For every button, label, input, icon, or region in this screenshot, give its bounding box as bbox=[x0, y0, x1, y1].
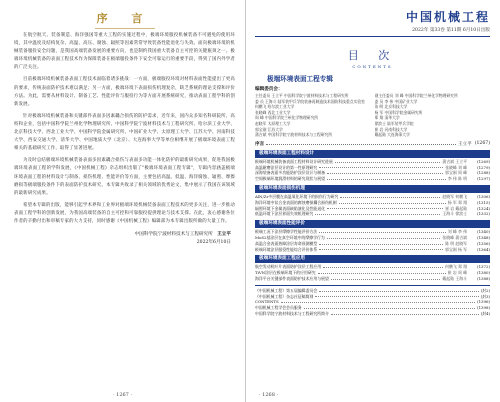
preface-paragraph: 目前极端环境机械装备表面工程技术面临着诸多挑战：一方面，极端服役环境对材料表面性能提出了更高的要求，传统表面防护技术难以满足；另一方面，极端环境下表面损伤机理复杂，缺乏系统的理论支撑和评价方法。为此，需要从材料设计、制备工艺、性能评价与服役行为等方面开展系统研究，推动表面工程学科的创新发展。 bbox=[14, 77, 235, 107]
toc-notice-title: 《中国机械工程》杂志社征稿简则 bbox=[255, 293, 314, 299]
committee-member: 委 员 李 伟 中国矿业大学 bbox=[374, 98, 418, 104]
committee-heading: 编辑委员会： bbox=[255, 87, 283, 92]
toc-entry-title: 极端环境机械装备表面工程材料设计研究进展 bbox=[255, 158, 333, 164]
leader-dots bbox=[319, 247, 443, 251]
leader-dots bbox=[315, 294, 478, 298]
toc-entry-page: (1297) bbox=[477, 176, 490, 182]
toc-title: 目 次 bbox=[347, 49, 398, 62]
journal-name: 中国机械工程 bbox=[405, 10, 490, 24]
toc-sections bbox=[255, 150, 490, 282]
toc-entry-page: (1324) bbox=[477, 205, 490, 211]
leader-dots bbox=[319, 241, 443, 245]
toc-entry-title: 海洋平台关键部件表面防护技术应用与展望 bbox=[255, 275, 329, 281]
toc-entry-authors: 杨 军 郑 翔 bbox=[447, 199, 467, 205]
preface-author: 王立平 bbox=[217, 232, 231, 238]
toc-entry-authors: 何鹏飞 郑 翔 bbox=[445, 264, 467, 270]
toc-entry-title: 航空发动机叶片表面防护涂层工程应用 bbox=[255, 264, 322, 270]
leader-dots bbox=[340, 194, 440, 198]
toc-entry-authors: 王海斗 徐滨士 bbox=[442, 211, 467, 217]
toc-notice-page: (1398) bbox=[477, 305, 490, 311]
preface-paragraph: 希望本专辑的出版，能够引起学术界和工业界对极端环境机械装备表面工程技术的更多关注，进一步推动表面工程学科的创新发展，为我国高端装备的自主可控和可靠服役提供理论与技术支撑。在此，衷心感谢各位作者的辛勤付出和审稿专家的大力支持，同时感谢《中国机械工程》编辑部为本专辑出版所做的大量工作。 bbox=[14, 202, 235, 224]
toc-section-header: 极端环境表面损伤机理 bbox=[255, 185, 490, 193]
toc-entry-title: 高温合金表面热障涂层寿命预测模型 bbox=[255, 240, 318, 246]
toc-notice-title: 中国机械工程学会会员服务 bbox=[255, 305, 302, 311]
committee-member: 蒲吉斌 中国科学院宁波材料技术与工程研究所 bbox=[255, 132, 333, 138]
toc-notice-title: CONTENTS bbox=[255, 299, 279, 305]
toc-entry-authors: 陈 明 赵晓军 bbox=[445, 240, 467, 246]
toc-entry-page: (1364) bbox=[477, 246, 490, 252]
toc-entry[interactable] bbox=[255, 247, 490, 253]
page-number-left: · 1267 · bbox=[112, 392, 133, 398]
committee-member: 何鹏飞 哈尔滨工业大学 bbox=[255, 104, 295, 110]
leader-dots bbox=[315, 211, 440, 215]
toc-entry-authors: 郭宝刚 杨 军 bbox=[445, 246, 467, 252]
toc-entry-title: 辐照环境下金属表面缺陷演化及性能退化 bbox=[255, 205, 326, 211]
toc-entry-authors: 刘 峰 李 伟 bbox=[447, 229, 467, 235]
toc-entry-page: (1388) bbox=[477, 275, 490, 281]
toc-section-header: 极端环境表面工程材料设计 bbox=[255, 150, 490, 158]
toc-entry-authors: 崔 岩 戴起勋 bbox=[445, 205, 467, 211]
committee-member: 郑 翔 清华大学 bbox=[374, 115, 400, 121]
leader-dots bbox=[319, 229, 445, 233]
toc-notice-page: (封2) bbox=[480, 287, 490, 293]
toc-entry-page: (1356) bbox=[477, 240, 490, 246]
toc-entry-page: (1279) bbox=[477, 164, 490, 170]
committee-member: 委 员 王海斗 陆军装甲兵学院装备再制造技术国防科技重点实验室 bbox=[255, 98, 365, 104]
leader-dots bbox=[331, 311, 479, 315]
journal-issue-info: 2022年 第33卷 第11期 6月10日出版 bbox=[255, 27, 490, 37]
toc-notice[interactable] bbox=[255, 311, 490, 317]
toc-entry-page: (1372) bbox=[477, 264, 490, 270]
toc-entry-page: (1340) bbox=[477, 229, 490, 235]
committee-member: 张晓峰 西北工业大学 bbox=[255, 109, 291, 115]
toc-notices bbox=[255, 288, 490, 317]
committee-member: 主任委员 王立平 中国科学院宁波材料技术与工程研究所 bbox=[255, 93, 349, 98]
preface-signature bbox=[14, 231, 231, 247]
toc-entry-authors: 张晓峰 蒲吉斌 bbox=[442, 234, 467, 240]
preface-page bbox=[0, 0, 246, 402]
leader-dots bbox=[327, 206, 443, 210]
leader-dots bbox=[335, 159, 441, 163]
leader-dots bbox=[339, 200, 446, 204]
toc-entry-title: 极端工况下涂层摩擦学性能评价方法 bbox=[255, 229, 318, 235]
toc-entry-authors: 赵晓军 何鹏飞 bbox=[442, 193, 467, 199]
preface-paragraph: 针对极端环境机械装备和关键部件表面多因素耦合损伤的防护需求，近年来，国内众多知名科研院所、高校和企业，包括中国科学院兰州化学物理研究所、中国科学院宁波材料技术与工程研究所、哈尔滨工业大学、北京科技大学、西北工业大学、中国科学院金属研究所、中国矿业大学、太原理工大学、江苏大学、河南科技大学、西安交通大学、清华大学、中国地质大学（北京）、大连海事大学等单位相继开展了极端环境表面工程相关的基础研究工作，取得了显著进展。 bbox=[14, 113, 235, 152]
toc-preface-page: (1267) bbox=[474, 140, 490, 146]
toc-entry-page: (1332) bbox=[477, 211, 490, 217]
leader-dots bbox=[327, 176, 446, 180]
leader-dots bbox=[319, 165, 443, 169]
committee-column-right bbox=[375, 93, 491, 138]
leader-dots bbox=[318, 270, 446, 274]
committee-member: 郭宝刚 江苏大学 bbox=[255, 126, 283, 132]
toc-entry-title: 深海装备表面多功能防护涂层设计与制备 bbox=[255, 170, 326, 176]
leader-dots bbox=[331, 276, 440, 280]
preface-body bbox=[14, 32, 235, 226]
preface-paragraph: 在航空航天、装备制造、海洋强国等重大工程的实施过程中，极端环境服役机械装备不可避免的使用环境，其中温度及结构复杂、高温、高压、腐蚀、辐照等因素常常导致装备性能退化与失效。面向极端环境的机械装备服役安全问题，是我国高端装备发展的重要方向，也是制约我国重大装备自主可控的关键瓶颈之一。极端环境机械装备的表面工程技术作为保障装备在极端服役条件下安全可靠运行的重要手段，得到了国内外学者的广泛关注。 bbox=[14, 33, 235, 71]
toc-entry-title: 空间极端环境润滑材料的研究现状与展望 bbox=[255, 176, 326, 182]
toc-entry-page: (1269) bbox=[477, 158, 490, 164]
toc-entry-authors: 崔 岩 周 峰 bbox=[447, 270, 467, 276]
toc-entry[interactable] bbox=[255, 276, 490, 282]
toc-entry-authors: 郭宝刚 周 峰 bbox=[445, 170, 467, 176]
toc-page bbox=[247, 0, 500, 402]
divider bbox=[255, 285, 490, 286]
toc-notice-page: (封3) bbox=[480, 293, 490, 299]
toc-notice-title: 中国科学院宁波材料技术与工程研究所简介 bbox=[255, 310, 329, 316]
leader-dots bbox=[323, 264, 443, 268]
committee-member: 赵晓军 太原理工大学 bbox=[255, 120, 291, 126]
toc-preface-author: 王立平 bbox=[457, 141, 472, 147]
committee-column-left bbox=[255, 93, 371, 138]
leader-dots bbox=[327, 235, 441, 239]
toc-entry-authors: 李 伟 陈 明 bbox=[447, 176, 467, 182]
leader-dots bbox=[319, 288, 478, 292]
toc-entry-title: 海洋环境中钛合金表面的腐蚀磨损耦合损伤机制 bbox=[255, 199, 337, 205]
toc-notice-page: (封4) bbox=[480, 310, 490, 316]
toc-entry-authors: 蒲吉斌 王立平 bbox=[442, 158, 467, 164]
leader-dots bbox=[327, 170, 443, 174]
toc-entry-authors: 戴起勋 王海斗 bbox=[442, 275, 467, 281]
toc-entry-authors: 张晓峰 刘 峰 bbox=[445, 164, 467, 170]
toc-section-header: 极端环境表面工程应用 bbox=[255, 255, 490, 263]
leader-dots bbox=[304, 305, 475, 309]
toc-entry-title: 低温环境下涂层界面失效机理研究 bbox=[255, 211, 314, 217]
toc-entry-page: (1288) bbox=[477, 170, 490, 176]
committee-member: 杨 军 中国科学院金属研究所 bbox=[374, 109, 423, 115]
committee-member: 崔 岩 河南科技大学 bbox=[374, 126, 408, 132]
leader-dots bbox=[281, 299, 475, 303]
preface-title: 序 言 bbox=[14, 10, 235, 24]
page-number-right: · 1268 · bbox=[259, 392, 279, 398]
leader-dots bbox=[266, 141, 456, 145]
toc-section-header: 极端环境表面性能评价 bbox=[255, 220, 490, 228]
preface-paragraph: 为及时总结极端环境机械装备表面多因素耦合损伤与表面多功能一体化防护的最新研究成果，促进我国极端环境表面工程的学科发展，《中国机械工程》杂志组织出版了"极端环境表面工程专辑"，专辑内容涵盖极端环境表面工程的材料设计与制备、损伤机理、性能评价等方面，主要包括高温、低温、海洋腐蚀、辐照、摩擦磨损等极端服役条件下的表面防护技术研究。本专辑共收录了相关领域的优秀论文，集中展示了我国在该领域的最新研究成果。 bbox=[14, 158, 235, 196]
toc-entry-page: (1380) bbox=[477, 270, 490, 276]
toc-entry[interactable] bbox=[255, 176, 490, 182]
preface-affiliation: 中国科学院宁波材料技术与工程研究所 bbox=[134, 232, 213, 238]
toc-title-en: CONTENTS bbox=[352, 64, 393, 69]
toc-notice-title: 《中国机械工程》第五届编辑委员会 bbox=[255, 287, 318, 293]
toc-entry-title: TiVN涂层在极端环境下的应用研究 bbox=[255, 270, 316, 276]
toc-entry-page: (1306) bbox=[477, 193, 490, 199]
toc-notice-page: (1396) bbox=[477, 299, 490, 305]
committee-list bbox=[255, 93, 490, 138]
committee-member: 副主任委员 刘 峰 中国科学院兰州化学物理研究所 bbox=[374, 93, 458, 98]
toc-entry-title: MoS2基涂层在真空环境中的摩擦学行为 bbox=[255, 234, 325, 240]
committee-member: 周 峰 中国科学院兰州化学物理研究所 bbox=[255, 115, 319, 121]
toc-entry-page: (1348) bbox=[477, 234, 490, 240]
toc-entry-title: 极端环境涂层服役性能综合评价体系 bbox=[255, 246, 318, 252]
toc-preface-entry[interactable] bbox=[255, 141, 490, 147]
toc-preface-label: 序言 bbox=[255, 141, 265, 147]
committee-member: 徐滨士 陆军装甲兵学院 bbox=[374, 120, 414, 126]
committee-member: 戴起勋 大连海事大学 bbox=[374, 132, 410, 138]
feature-title: 极端环境表面工程专辑 bbox=[267, 75, 333, 83]
committee-member: 陈 明 北京科技大学 bbox=[374, 104, 408, 110]
toc-entry-title: 高温耐磨涂层设计的第一性原理研究 bbox=[255, 164, 318, 170]
preface-date: 2022年6月10日 bbox=[196, 240, 231, 246]
toc-entry-title: AlN/Zr多层膜在高温氧化环境下的损伤行为研究 bbox=[255, 193, 339, 199]
toc-entry[interactable] bbox=[255, 211, 490, 217]
toc-entry-page: (1315) bbox=[477, 199, 490, 205]
